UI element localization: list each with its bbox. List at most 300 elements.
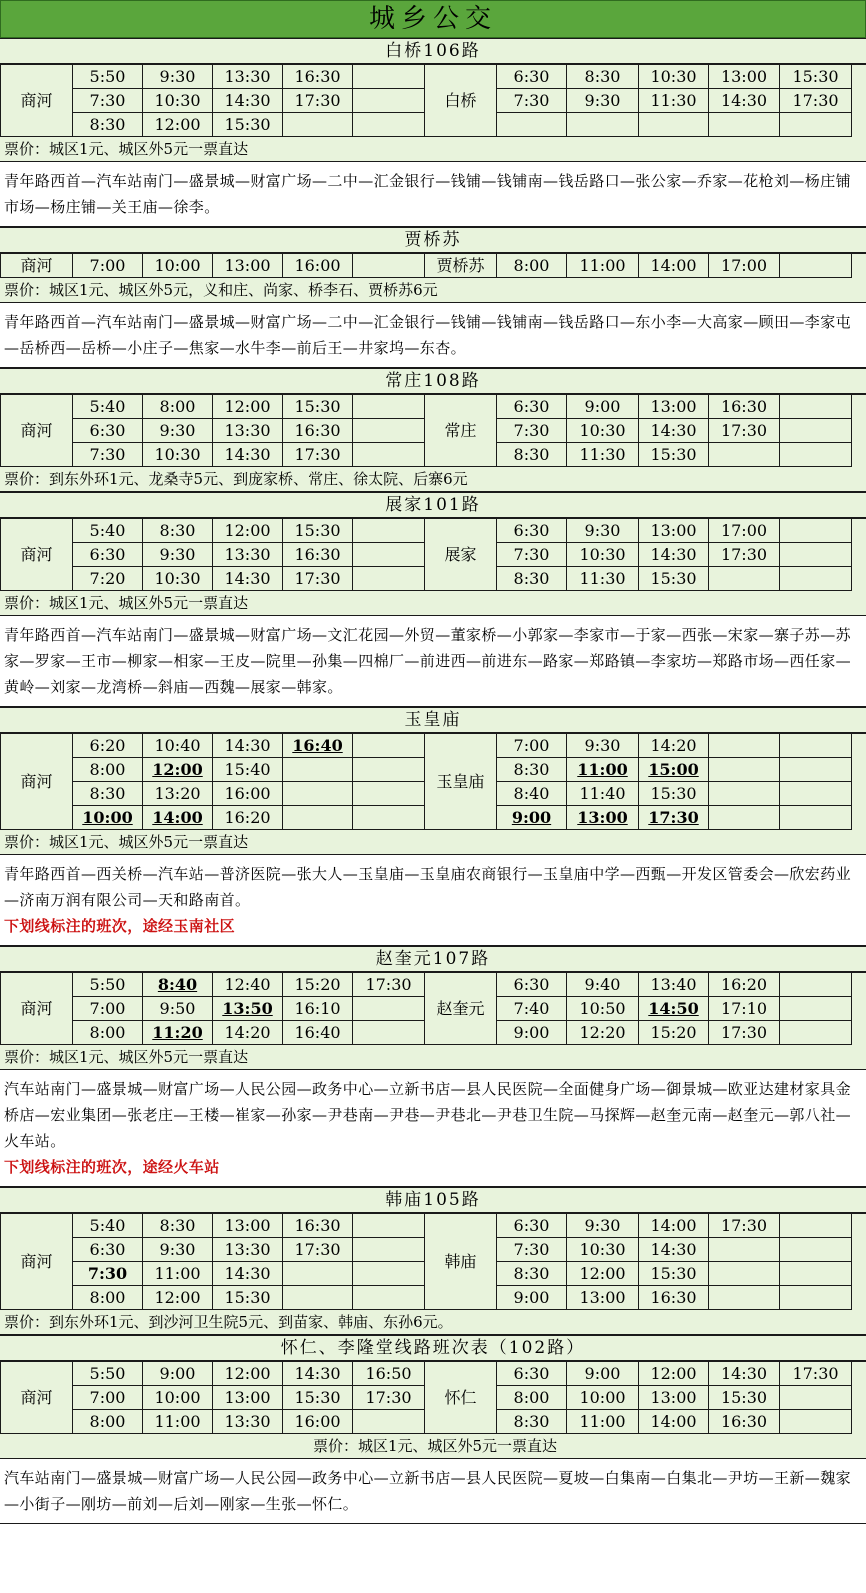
fare-info: 票价：城区1元、城区外5元一票直达 (0, 1434, 866, 1459)
route-section (0, 1187, 866, 1335)
departure-time-outbound: 15:40 (213, 758, 283, 782)
departure-time-outbound: 14:20 (213, 1021, 283, 1045)
departure-time-return: 9:00 (567, 395, 639, 419)
departure-time-return (780, 1214, 852, 1238)
departure-time-return: 10:30 (567, 419, 639, 443)
departure-time-return: 9:30 (567, 89, 639, 113)
departure-time-outbound: 14:30 (213, 567, 283, 591)
route-section (0, 707, 866, 946)
departure-time-outbound: 16:50 (353, 1362, 425, 1386)
departure-time-return: 9:30 (567, 734, 639, 758)
stop-list (0, 303, 866, 368)
destination-label: 常庄 (425, 395, 497, 467)
departure-time-return: 7:30 (497, 543, 567, 567)
departure-time-outbound: 10:00 (73, 806, 143, 830)
stop-list (0, 616, 866, 707)
departure-time-return: 10:30 (567, 543, 639, 567)
schedule-grid (0, 253, 866, 278)
route-title: 韩庙105路 (0, 1187, 866, 1213)
stop-list-text: 青年路西首—西关桥—汽车站—普济医院—张大人—玉皇庙—玉皇庙农商银行—玉皇庙中学—西甄—开发区管委会—欣宏药业—济南万润有限公司—天和路南首。 (4, 865, 852, 909)
origin-label: 商河 (1, 1214, 73, 1310)
origin-label: 商河 (1, 734, 73, 830)
departure-time-return: 13:00 (639, 519, 709, 543)
departure-time-return (639, 113, 709, 137)
departure-time-outbound: 17:30 (353, 973, 425, 997)
departure-time-outbound (353, 443, 425, 467)
stop-list (0, 1070, 866, 1187)
departure-time-outbound (283, 1286, 353, 1310)
departure-time-return: 6:30 (497, 1362, 567, 1386)
departure-time-outbound: 8:30 (73, 113, 143, 137)
departure-time-outbound: 16:00 (213, 782, 283, 806)
departure-time-return: 13:00 (567, 806, 639, 830)
departure-time-outbound (353, 419, 425, 443)
origin-label: 商河 (1, 254, 73, 278)
departure-time-outbound: 7:00 (73, 1386, 143, 1410)
route-title: 怀仁、李隆堂线路班次表（102路） (0, 1335, 866, 1361)
departure-time-return (709, 443, 780, 467)
departure-time-outbound: 7:20 (73, 567, 143, 591)
route-section (0, 1335, 866, 1524)
origin-label: 商河 (1, 395, 73, 467)
route-section (0, 946, 866, 1187)
schedule-grid (0, 733, 866, 830)
departure-time-outbound: 7:00 (73, 254, 143, 278)
departure-time-outbound (353, 758, 425, 782)
departure-time-outbound: 17:30 (353, 1386, 425, 1410)
departure-time-return: 12:00 (567, 1262, 639, 1286)
departure-time-outbound: 13:30 (213, 65, 283, 89)
departure-time-outbound: 15:30 (213, 113, 283, 137)
departure-time-return: 17:30 (639, 806, 709, 830)
departure-time-outbound: 9:30 (143, 419, 213, 443)
stop-list-text: 青年路西首—汽车站南门—盛景城—财富广场—二中—汇金银行—钱铺—钱铺南—钱岳路口—张公家—乔家—花枪刘—杨庄铺市场—杨庄铺—关王庙—徐李。 (4, 172, 852, 216)
departure-time-return: 11:00 (567, 1410, 639, 1434)
schedule-grid (0, 64, 866, 137)
departure-time-outbound (353, 806, 425, 830)
departure-time-outbound: 16:30 (283, 1214, 353, 1238)
route-title: 常庄108路 (0, 368, 866, 394)
departure-time-outbound: 5:50 (73, 1362, 143, 1386)
departure-time-outbound (353, 1214, 425, 1238)
departure-time-outbound: 9:50 (143, 997, 213, 1021)
departure-time-outbound: 15:30 (283, 1386, 353, 1410)
stop-list-text: 汽车站南门—盛景城—财富广场—人民公园—政务中心—立新书店—县人民医院—夏坡—白集南—白集北—尹坊—王新—魏家—小街子—刚坊—前刘—后刘—刚家—生张—怀仁。 (4, 1469, 852, 1513)
fare-info: 票价：到东外环1元、到沙河卫生院5元、到苗家、韩庙、东孙6元。 (0, 1310, 866, 1335)
departure-time-return: 15:20 (639, 1021, 709, 1045)
departure-time-return (567, 113, 639, 137)
departure-time-return: 17:30 (709, 543, 780, 567)
departure-time-outbound: 13:30 (213, 419, 283, 443)
route-note: 下划线标注的班次，途经玉南社区 (4, 917, 236, 935)
departure-time-return: 11:40 (567, 782, 639, 806)
departure-time-return: 13:00 (639, 1386, 709, 1410)
fare-info: 票价：到东外环1元、龙桑寺5元、到庞家桥、常庄、徐太院、后寨6元 (0, 467, 866, 492)
departure-time-outbound: 6:30 (73, 1238, 143, 1262)
departure-time-return: 13:40 (639, 973, 709, 997)
departure-time-outbound: 13:00 (213, 1214, 283, 1238)
departure-time-return: 11:00 (567, 254, 639, 278)
destination-label: 韩庙 (425, 1214, 497, 1310)
departure-time-return: 15:00 (639, 758, 709, 782)
departure-time-return (780, 1286, 852, 1310)
departure-time-return: 10:30 (567, 1238, 639, 1262)
fare-info: 票价：城区1元、城区外5元一票直达 (0, 830, 866, 855)
departure-time-return (780, 997, 852, 1021)
departure-time-outbound: 12:00 (143, 113, 213, 137)
departure-time-outbound: 11:00 (143, 1262, 213, 1286)
departure-time-return: 7:30 (497, 419, 567, 443)
schedule-grid (0, 518, 866, 591)
departure-time-outbound: 8:00 (73, 1410, 143, 1434)
departure-time-outbound: 7:30 (73, 89, 143, 113)
destination-label: 展家 (425, 519, 497, 591)
departure-time-outbound: 10:30 (143, 89, 213, 113)
departure-time-outbound: 12:00 (143, 1286, 213, 1310)
departure-time-return: 9:30 (567, 519, 639, 543)
departure-time-return: 6:30 (497, 395, 567, 419)
route-section (0, 368, 866, 492)
departure-time-outbound: 14:30 (213, 1262, 283, 1286)
destination-label: 白桥 (425, 65, 497, 137)
departure-time-return: 8:30 (567, 65, 639, 89)
departure-time-outbound: 15:30 (283, 519, 353, 543)
departure-time-outbound (353, 89, 425, 113)
departure-time-outbound: 13:00 (213, 254, 283, 278)
departure-time-return: 13:00 (567, 1286, 639, 1310)
departure-time-outbound: 12:00 (213, 1362, 283, 1386)
departure-time-outbound (353, 1410, 425, 1434)
route-title: 白桥106路 (0, 38, 866, 64)
departure-time-return: 6:30 (497, 973, 567, 997)
departure-time-outbound: 15:20 (283, 973, 353, 997)
departure-time-return: 17:30 (780, 1362, 852, 1386)
departure-time-return (780, 419, 852, 443)
departure-time-return: 14:30 (639, 419, 709, 443)
departure-time-outbound (353, 567, 425, 591)
departure-time-return (780, 443, 852, 467)
departure-time-return (780, 395, 852, 419)
departure-time-return: 12:00 (639, 1362, 709, 1386)
departure-time-outbound: 5:50 (73, 973, 143, 997)
departure-time-return: 8:30 (497, 1410, 567, 1434)
departure-time-return: 15:30 (639, 1262, 709, 1286)
departure-time-return: 8:00 (497, 1386, 567, 1410)
departure-time-outbound: 12:00 (143, 758, 213, 782)
departure-time-outbound: 15:30 (213, 1286, 283, 1310)
departure-time-outbound: 10:40 (143, 734, 213, 758)
departure-time-return (709, 1286, 780, 1310)
departure-time-outbound: 16:30 (283, 65, 353, 89)
departure-time-return (709, 782, 780, 806)
departure-time-outbound: 16:10 (283, 997, 353, 1021)
departure-time-return: 14:30 (639, 1238, 709, 1262)
departure-time-outbound: 13:20 (143, 782, 213, 806)
departure-time-outbound (283, 113, 353, 137)
stop-list-text: 青年路西首—汽车站南门—盛景城—财富广场—二中—汇金银行—钱铺—钱铺南—钱岳路口—东小李—大高家—顾田—李家屯—岳桥西—岳桥—小庄子—焦家—水牛李—前后王—井家坞—东杏。 (4, 313, 852, 357)
departure-time-return: 9:00 (497, 806, 567, 830)
departure-time-outbound: 8:00 (143, 395, 213, 419)
fare-info: 票价：城区1元、城区外5元，义和庄、尚家、桥李石、贾桥苏6元 (0, 278, 866, 303)
departure-time-return: 6:30 (497, 519, 567, 543)
departure-time-return (709, 1262, 780, 1286)
departure-time-return (780, 1021, 852, 1045)
departure-time-return (709, 806, 780, 830)
departure-time-outbound (353, 254, 425, 278)
origin-label: 商河 (1, 1362, 73, 1434)
departure-time-outbound: 8:30 (73, 782, 143, 806)
departure-time-return (780, 519, 852, 543)
stop-list-text: 青年路西首—汽车站南门—盛景城—财富广场—文汇花园—外贸—董家桥—小郭家—李家市—于家—西张—宋家—寨子苏—苏家—罗家—王市—柳家—相家—王皮—院里—孙集—四棉厂—前进西—前进东—路家—郑路镇—李家坊—郑路市场—西任家—黄岭—刘家—龙湾桥—斜庙—西魏—展家—韩家。 (4, 626, 852, 696)
departure-time-outbound (283, 782, 353, 806)
departure-time-outbound: 14:00 (143, 806, 213, 830)
departure-time-return: 15:30 (780, 65, 852, 89)
departure-time-return (780, 543, 852, 567)
departure-time-return: 16:20 (709, 973, 780, 997)
departure-time-outbound (283, 1262, 353, 1286)
departure-time-return: 17:30 (709, 1214, 780, 1238)
stop-list-text: 汽车站南门—盛景城—财富广场—人民公园—政务中心—立新书店—县人民医院—全面健身广场—御景城—欧亚达建材家具金桥店—宏业集团—张老庄—王楼—崔家—孙家—尹巷南—尹巷—尹巷北—尹巷卫生院—马探辉—赵奎元南—赵奎元—郭八社—火车站。 (4, 1080, 852, 1150)
departure-time-outbound: 13:30 (213, 543, 283, 567)
departure-time-outbound (353, 395, 425, 419)
departure-time-return (709, 1238, 780, 1262)
route-title: 贾桥苏 (0, 227, 866, 253)
departure-time-outbound: 7:00 (73, 997, 143, 1021)
departure-time-return: 15:30 (639, 782, 709, 806)
schedule-grid (0, 972, 866, 1045)
departure-time-outbound: 13:00 (213, 1386, 283, 1410)
departure-time-return: 14:00 (639, 1410, 709, 1434)
departure-time-outbound: 14:30 (213, 89, 283, 113)
departure-time-outbound: 11:20 (143, 1021, 213, 1045)
departure-time-return: 12:20 (567, 1021, 639, 1045)
departure-time-return: 11:30 (567, 443, 639, 467)
departure-time-outbound (353, 997, 425, 1021)
departure-time-return: 15:30 (639, 443, 709, 467)
departure-time-return: 17:30 (780, 89, 852, 113)
departure-time-return: 9:00 (497, 1286, 567, 1310)
departure-time-return (497, 113, 567, 137)
departure-time-return: 16:30 (709, 395, 780, 419)
departure-time-return (780, 567, 852, 591)
departure-time-return: 15:30 (709, 1386, 780, 1410)
departure-time-outbound: 5:40 (73, 519, 143, 543)
departure-time-outbound: 16:40 (283, 734, 353, 758)
departure-time-return (709, 567, 780, 591)
departure-time-return: 11:30 (567, 567, 639, 591)
departure-time-return: 9:00 (497, 1021, 567, 1045)
departure-time-outbound: 8:30 (143, 519, 213, 543)
departure-time-outbound: 17:30 (283, 567, 353, 591)
route-note: 下划线标注的班次，途经火车站 (4, 1158, 220, 1176)
departure-time-return (780, 254, 852, 278)
departure-time-return: 14:30 (709, 1362, 780, 1386)
departure-time-outbound: 9:30 (143, 543, 213, 567)
schedule-grid (0, 1361, 866, 1434)
departure-time-outbound: 7:30 (73, 1262, 143, 1286)
departure-time-return: 17:10 (709, 997, 780, 1021)
departure-time-return: 10:30 (639, 65, 709, 89)
departure-time-return: 7:30 (497, 1238, 567, 1262)
departure-time-outbound: 7:30 (73, 443, 143, 467)
departure-time-return: 11:00 (567, 758, 639, 782)
departure-time-return: 8:30 (497, 443, 567, 467)
departure-time-outbound (353, 1238, 425, 1262)
fare-info: 票价：城区1元、城区外5元一票直达 (0, 137, 866, 162)
departure-time-outbound: 17:30 (283, 1238, 353, 1262)
departure-time-return: 17:00 (709, 254, 780, 278)
departure-time-return: 9:40 (567, 973, 639, 997)
departure-time-return: 14:00 (639, 254, 709, 278)
fare-info: 票价：城区1元、城区外5元一票直达 (0, 591, 866, 616)
stop-list (0, 162, 866, 227)
departure-time-outbound: 12:00 (213, 395, 283, 419)
destination-label: 怀仁 (425, 1362, 497, 1434)
departure-time-outbound: 9:30 (143, 1238, 213, 1262)
departure-time-outbound (353, 1021, 425, 1045)
departure-time-outbound: 10:30 (143, 443, 213, 467)
departure-time-outbound (353, 1262, 425, 1286)
departure-time-outbound: 10:00 (143, 1386, 213, 1410)
departure-time-outbound: 8:00 (73, 758, 143, 782)
departure-time-return (780, 782, 852, 806)
departure-time-return: 8:30 (497, 567, 567, 591)
departure-time-outbound: 16:30 (283, 543, 353, 567)
departure-time-outbound: 14:30 (213, 443, 283, 467)
page-title: 城乡公交 (0, 0, 866, 38)
departure-time-return: 7:40 (497, 997, 567, 1021)
departure-time-outbound (353, 782, 425, 806)
destination-label: 玉皇庙 (425, 734, 497, 830)
departure-time-outbound: 11:00 (143, 1410, 213, 1434)
departure-time-outbound (353, 734, 425, 758)
departure-time-return: 17:30 (709, 1021, 780, 1045)
departure-time-outbound: 6:30 (73, 419, 143, 443)
departure-time-outbound: 5:50 (73, 65, 143, 89)
departure-time-return: 16:30 (709, 1410, 780, 1434)
departure-time-outbound (353, 519, 425, 543)
departure-time-outbound (283, 758, 353, 782)
departure-time-return (780, 734, 852, 758)
departure-time-outbound: 15:30 (283, 395, 353, 419)
departure-time-outbound: 12:00 (213, 519, 283, 543)
departure-time-return: 8:30 (497, 1262, 567, 1286)
departure-time-outbound: 16:40 (283, 1021, 353, 1045)
departure-time-return: 17:00 (709, 519, 780, 543)
departure-time-outbound: 5:40 (73, 1214, 143, 1238)
departure-time-return: 9:00 (567, 1362, 639, 1386)
departure-time-return: 15:30 (639, 567, 709, 591)
departure-time-outbound: 12:40 (213, 973, 283, 997)
departure-time-return (780, 806, 852, 830)
departure-time-outbound: 13:30 (213, 1238, 283, 1262)
departure-time-outbound: 17:30 (283, 443, 353, 467)
departure-time-outbound: 14:30 (283, 1362, 353, 1386)
departure-time-outbound: 13:50 (213, 997, 283, 1021)
departure-time-return: 6:30 (497, 1214, 567, 1238)
departure-time-outbound (353, 113, 425, 137)
departure-time-outbound: 8:30 (143, 1214, 213, 1238)
departure-time-outbound: 16:00 (283, 254, 353, 278)
routes-container (0, 38, 866, 1524)
route-title: 玉皇庙 (0, 707, 866, 733)
destination-label: 贾桥苏 (425, 254, 497, 278)
departure-time-return: 7:00 (497, 734, 567, 758)
departure-time-outbound: 16:00 (283, 1410, 353, 1434)
departure-time-outbound: 9:30 (143, 65, 213, 89)
schedule-grid (0, 394, 866, 467)
departure-time-return (780, 758, 852, 782)
departure-time-return: 14:30 (639, 543, 709, 567)
stop-list (0, 1459, 866, 1524)
fare-info: 票价：城区1元、城区外5元一票直达 (0, 1045, 866, 1070)
departure-time-return (780, 1386, 852, 1410)
departure-time-return (780, 973, 852, 997)
departure-time-return (780, 1262, 852, 1286)
origin-label: 商河 (1, 973, 73, 1045)
departure-time-outbound: 6:20 (73, 734, 143, 758)
destination-label: 赵奎元 (425, 973, 497, 1045)
route-section (0, 227, 866, 368)
departure-time-return (709, 734, 780, 758)
departure-time-outbound: 8:00 (73, 1021, 143, 1045)
departure-time-return: 13:00 (639, 395, 709, 419)
departure-time-return: 6:30 (497, 65, 567, 89)
departure-time-outbound: 17:30 (283, 89, 353, 113)
departure-time-return: 10:50 (567, 997, 639, 1021)
origin-label: 商河 (1, 65, 73, 137)
departure-time-return: 8:30 (497, 758, 567, 782)
departure-time-return: 10:00 (567, 1386, 639, 1410)
departure-time-outbound (353, 1286, 425, 1310)
departure-time-outbound: 10:00 (143, 254, 213, 278)
route-section (0, 492, 866, 707)
departure-time-outbound (283, 806, 353, 830)
departure-time-return: 16:30 (639, 1286, 709, 1310)
departure-time-return: 14:30 (709, 89, 780, 113)
departure-time-outbound: 8:00 (73, 1286, 143, 1310)
departure-time-outbound (353, 65, 425, 89)
departure-time-return (780, 1410, 852, 1434)
departure-time-return: 17:30 (709, 419, 780, 443)
departure-time-return: 14:00 (639, 1214, 709, 1238)
departure-time-outbound: 9:00 (143, 1362, 213, 1386)
departure-time-outbound: 5:40 (73, 395, 143, 419)
route-title: 赵奎元107路 (0, 946, 866, 972)
departure-time-return (780, 113, 852, 137)
departure-time-return: 14:50 (639, 997, 709, 1021)
departure-time-outbound: 8:40 (143, 973, 213, 997)
departure-time-outbound: 6:30 (73, 543, 143, 567)
departure-time-return: 13:00 (709, 65, 780, 89)
departure-time-return: 8:40 (497, 782, 567, 806)
departure-time-outbound: 16:20 (213, 806, 283, 830)
route-title: 展家101路 (0, 492, 866, 518)
departure-time-return: 8:00 (497, 254, 567, 278)
departure-time-return: 11:30 (639, 89, 709, 113)
route-section (0, 38, 866, 227)
stop-list (0, 855, 866, 946)
departure-time-return: 7:30 (497, 89, 567, 113)
origin-label: 商河 (1, 519, 73, 591)
departure-time-outbound: 10:30 (143, 567, 213, 591)
departure-time-outbound: 13:30 (213, 1410, 283, 1434)
departure-time-return: 14:20 (639, 734, 709, 758)
departure-time-outbound: 16:30 (283, 419, 353, 443)
departure-time-return (709, 758, 780, 782)
departure-time-outbound (353, 543, 425, 567)
departure-time-return (709, 113, 780, 137)
